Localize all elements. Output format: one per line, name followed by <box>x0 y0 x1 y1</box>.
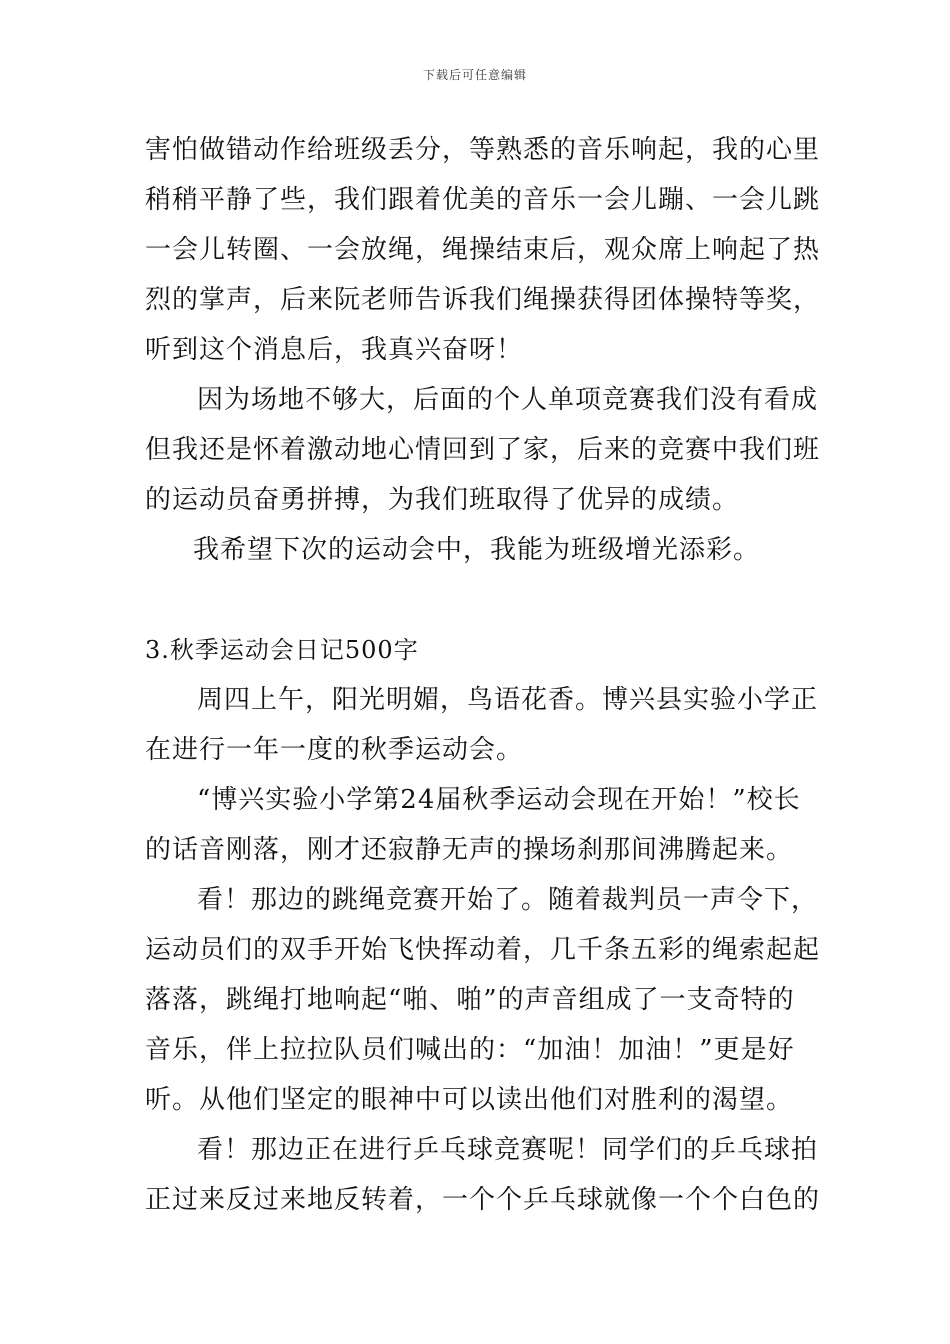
paragraph-first-line: 因为场地不够大，后面的个人单项竞赛我们没有看成 <box>197 385 819 415</box>
text-line: 但我还是怀着激动地心情回到了家，后来的竞赛中我们班 <box>145 435 821 465</box>
text-line: 的话音刚落，刚才还寂静无声的操场刹那间沸腾起来。 <box>145 835 794 865</box>
text-line: 运动员们的双手开始飞快挥动着，几千条五彩的绳索起起 <box>145 935 821 965</box>
text-line: 的运动员奋勇拼搏，为我们班取得了优异的成绩。 <box>145 485 740 515</box>
paragraph-first-line: 看！那边的跳绳竞赛开始了。随着裁判员一声令下， <box>197 885 819 915</box>
paragraph-first-line: 看！那边正在进行乒乓球竞赛呢！同学们的乒乓球拍 <box>197 1135 819 1165</box>
text-line: 听。从他们坚定的眼神中可以读出他们对胜利的渴望。 <box>145 1085 794 1115</box>
text-line: 音乐，伴上拉拉队员们喊出的：“加油！加油！”更是好 <box>145 1035 795 1065</box>
text-line: 烈的掌声，后来阮老师告诉我们绳操获得团体操特等奖， <box>145 285 821 315</box>
text-line: 听到这个消息后，我真兴奋呀！ <box>145 335 524 365</box>
text-line: 落落，跳绳打地响起“啪、啪”的声音组成了一支奇特的 <box>145 985 795 1015</box>
paragraph-first-line: “博兴实验小学第24届秋季运动会现在开始！”校长 <box>197 785 801 815</box>
page-header: 下载后可任意编辑 <box>422 68 527 82</box>
text-line: 一会儿转圈、一会放绳，绳操结束后，观众席上响起了热 <box>145 235 821 265</box>
text-line: 在进行一年一度的秋季运动会。 <box>145 735 524 765</box>
text-line: 稍稍平静了些，我们跟着优美的音乐一会儿蹦、一会儿跳 <box>145 185 821 215</box>
text-line: 正过来反过来地反转着，一个个乒乓球就像一个个白色的 <box>145 1185 821 1215</box>
paragraph-first-line: 我希望下次的运动会中，我能为班级增光添彩。 <box>193 535 761 565</box>
text-line: 害怕做错动作给班级丢分，等熟悉的音乐响起，我的心里 <box>145 135 821 165</box>
section-heading: 3.秋季运动会日记500字 <box>145 636 419 664</box>
paragraph-first-line: 周四上午，阳光明媚，鸟语花香。博兴县实验小学正 <box>197 685 819 715</box>
